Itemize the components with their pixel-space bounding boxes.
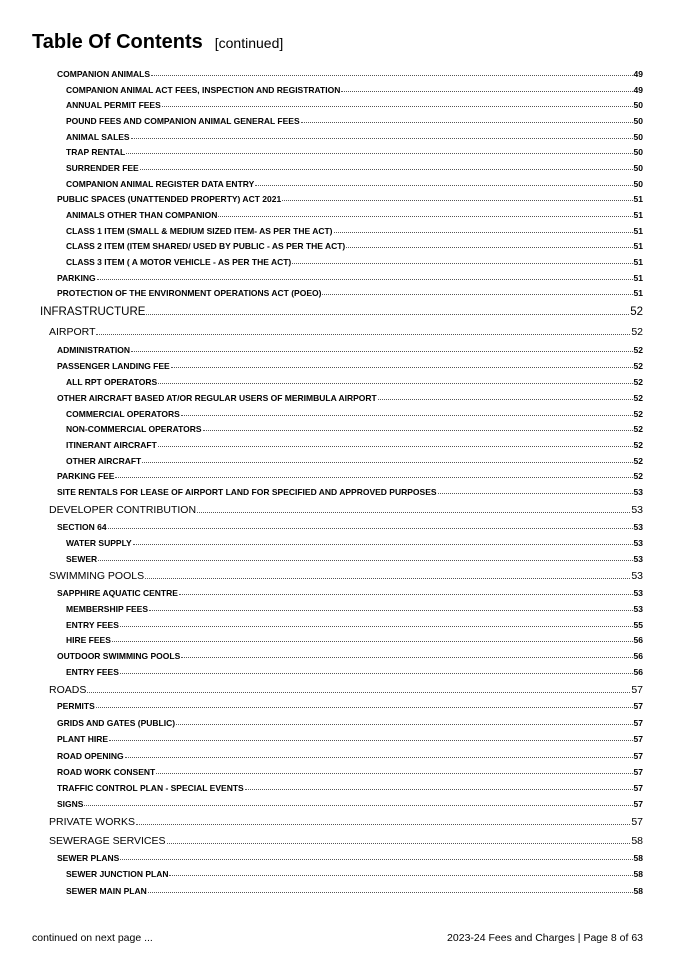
toc-entry-title: OTHER AIRCRAFT BASED AT/OR REGULAR USERS OF MERIMBULA AIRPORT [57,393,377,403]
toc-entry[interactable] [57,393,643,403]
toc-dot-leader [301,122,633,123]
toc-entry-title: TRAFFIC CONTROL PLAN - SPECIAL EVENTS [57,783,244,793]
toc-dot-leader [133,544,633,545]
toc-entry-title: OUTDOOR SWIMMING POOLS [57,651,181,661]
toc-entry-title: PROTECTION OF THE ENVIRONMENT OPERATIONS ACT (POEO) [57,288,322,298]
toc-dot-leader [96,334,630,335]
toc-entry-page: 52 [631,326,643,338]
toc-entry-page: 57 [633,783,643,793]
toc-dot-leader [197,512,630,513]
toc-entry-page: 58 [633,869,643,879]
toc-entry-title: PARKING [57,273,96,283]
toc-entry-title: SEWERAGE SERVICES [49,835,166,847]
toc-entry-page: 53 [633,522,643,532]
toc-entry-title: ADMINISTRATION [57,345,131,355]
toc-entry[interactable] [57,767,643,777]
toc-dot-leader [151,75,633,76]
toc-entry[interactable] [49,816,643,828]
toc-dot-leader [203,430,633,431]
toc-entry-page: 51 [633,273,643,283]
toc-entry-title: HIRE FEES [66,635,111,645]
toc-entry[interactable] [49,835,643,847]
toc-dot-leader [145,578,630,579]
toc-entry[interactable] [66,100,643,110]
toc-entry-page: 58 [633,853,643,863]
toc-entry[interactable] [57,471,643,481]
toc-entry-page: 51 [633,257,643,267]
toc-dot-leader [341,91,632,92]
toc-entry[interactable] [49,684,643,696]
toc-dot-leader [282,200,632,201]
toc-dot-leader [218,216,632,217]
toc-entry[interactable] [57,69,643,79]
toc-entry[interactable] [57,734,643,744]
toc-entry-page: 52 [633,377,643,387]
toc-dot-leader [346,247,632,248]
toc-entry[interactable] [57,345,643,355]
toc-entry-title: COMPANION ANIMALS [57,69,151,79]
toc-entry[interactable] [66,226,643,236]
toc-entry-page: 50 [633,132,643,142]
toc-entry-page: 57 [631,816,643,828]
toc-entry-title: CLASS 3 ITEM ( A MOTOR VEHICLE - AS PER THE ACT) [66,257,292,267]
toc-entry-page: 58 [631,835,643,847]
toc-dot-leader [140,169,633,170]
toc-entry-page: 57 [633,799,643,809]
toc-dot-leader [176,724,632,725]
toc-entry-page: 52 [633,440,643,450]
toc-entry-page: 51 [633,210,643,220]
toc-entry[interactable] [66,377,643,387]
toc-entry[interactable] [57,194,643,204]
toc-entry-title: INFRASTRUCTURE [40,306,146,318]
toc-dot-leader [131,351,633,352]
toc-dot-leader [162,106,633,107]
toc-entry-page: 50 [633,179,643,189]
toc-entry-title: CLASS 1 ITEM (SMALL & MEDIUM SIZED ITEM- AS PER THE ACT) [66,226,333,236]
toc-entry-page: 57 [631,684,643,696]
toc-entry[interactable] [57,522,643,532]
toc-dot-leader [149,610,633,611]
toc-entry[interactable] [66,132,643,142]
toc-entry-page: 53 [631,504,643,516]
toc-entry-page: 53 [633,554,643,564]
toc-entry-title: PLANT HIRE [57,734,108,744]
toc-dot-leader [169,875,632,876]
toc-entry-page: 52 [633,409,643,419]
toc-entry-page: 57 [633,767,643,777]
toc-entry-page: 51 [633,241,643,251]
toc-entry-title: PRIVATE WORKS [49,816,135,828]
toc-entry[interactable] [66,620,643,630]
toc-entry-title: ANIMALS OTHER THAN COMPANION [66,210,218,220]
page-header [32,31,283,54]
toc-entry-page: 52 [633,345,643,355]
toc-entry-page: 51 [633,226,643,236]
toc-entry-title: PUBLIC SPACES (UNATTENDED PROPERTY) ACT 2021 [57,194,282,204]
footer-page-info: 2023-24 Fees and Charges | Page 8 of 63 [447,932,643,944]
toc-entry[interactable] [40,306,643,318]
toc-dot-leader [126,153,632,154]
toc-entry-title: COMPANION ANIMAL REGISTER DATA ENTRY [66,179,255,189]
toc-entry-page: 57 [633,734,643,744]
toc-dot-leader [115,477,632,478]
toc-entry-page: 56 [633,667,643,677]
toc-dot-leader [181,657,632,658]
toc-entry-title: COMMERCIAL OPERATORS [66,409,180,419]
toc-dot-leader [438,493,633,494]
toc-entry-page: 52 [630,306,643,318]
toc-dot-leader [158,383,632,384]
toc-dot-leader [148,892,633,893]
toc-entry[interactable] [66,869,643,879]
toc-dot-leader [171,367,633,368]
toc-dot-leader [131,138,633,139]
toc-entry[interactable] [66,409,643,419]
toc-entry[interactable] [66,424,643,434]
toc-entry-page: 50 [633,163,643,173]
toc-entry-title: DEVELOPER CONTRIBUTION [49,504,197,516]
toc-entry[interactable] [66,635,643,645]
toc-entry[interactable] [66,257,643,267]
toc-entry-title: ANIMAL SALES [66,132,130,142]
toc-entry[interactable] [66,147,643,157]
toc-entry[interactable] [66,179,643,189]
toc-entry-page: 57 [633,701,643,711]
toc-entry-title: SEWER [66,554,98,564]
toc-dot-leader [120,859,632,860]
toc-dot-leader [158,446,633,447]
toc-entry-title: SURRENDER FEE [66,163,139,173]
toc-entry[interactable] [57,651,643,661]
toc-entry-title: SAPPHIRE AQUATIC CENTRE [57,588,178,598]
toc-entry-page: 53 [631,570,643,582]
toc-entry-title: ENTRY FEES [66,620,119,630]
toc-entry[interactable] [66,440,643,450]
toc-entry-title: CLASS 2 ITEM (ITEM SHARED/ USED BY PUBLIC - AS PER THE ACT) [66,241,346,251]
toc-dot-leader [142,462,632,463]
toc-dot-leader [108,528,633,529]
toc-entry-page: 53 [633,538,643,548]
toc-entry[interactable] [66,163,643,173]
toc-dot-leader [146,314,629,315]
footer-continued: continued on next page ... [32,932,153,944]
toc-entry-page: 50 [633,147,643,157]
toc-entry[interactable] [57,361,643,371]
toc-entry-page: 53 [633,588,643,598]
toc-dot-leader [109,740,633,741]
toc-entry-title: SEWER MAIN PLAN [66,886,147,896]
toc-entry-title: SIGNS [57,799,84,809]
toc-entry-title: ROAD WORK CONSENT [57,767,156,777]
toc-entry-title: PERMITS [57,701,95,711]
toc-entry-page: 57 [633,751,643,761]
toc-entry[interactable] [57,783,643,793]
toc-dot-leader [179,594,633,595]
toc-entry-title: PASSENGER LANDING FEE [57,361,170,371]
toc-dot-leader [96,707,633,708]
toc-entry[interactable] [57,273,643,283]
toc-entry-title: ALL RPT OPERATORS [66,377,158,387]
toc-entry[interactable] [57,701,643,711]
toc-dot-leader [112,641,633,642]
toc-entry-title: SECTION 64 [57,522,107,532]
toc-entry-title: ROADS [49,684,87,696]
toc-entry-title: PARKING FEE [57,471,115,481]
toc-entry[interactable] [66,116,643,126]
toc-entry-page: 58 [633,886,643,896]
toc-entry-title: SITE RENTALS FOR LEASE OF AIRPORT LAND FOR SPECIFIED AND APPROVED PURPOSES [57,487,437,497]
toc-entry[interactable] [66,210,643,220]
toc-entry-page: 49 [633,85,643,95]
toc-entry-title: ROAD OPENING [57,751,124,761]
toc-dot-leader [167,843,631,844]
toc-entry-page: 56 [633,635,643,645]
toc-dot-leader [120,673,633,674]
toc-dot-leader [181,415,633,416]
toc-dot-leader [322,294,632,295]
toc-dot-leader [97,279,633,280]
toc-dot-leader [156,773,632,774]
toc-dot-leader [255,185,632,186]
toc-entry-title: WATER SUPPLY [66,538,132,548]
toc-entry[interactable] [49,570,643,582]
toc-entry-title: TRAP RENTAL [66,147,126,157]
page-title: Table Of Contents [32,31,203,53]
toc-entry-page: 50 [633,100,643,110]
toc-entry-title: MEMBERSHIP FEES [66,604,149,614]
toc-entry[interactable] [66,886,643,896]
toc-entry-page: 50 [633,116,643,126]
toc-dot-leader [125,757,633,758]
toc-dot-leader [136,824,630,825]
toc-entry-title: SEWER JUNCTION PLAN [66,869,169,879]
toc-dot-leader [84,805,632,806]
toc-entry-page: 52 [633,361,643,371]
toc-entry[interactable] [49,326,643,338]
toc-entry[interactable] [57,853,643,863]
toc-entry-page: 52 [633,471,643,481]
page-subtitle: [continued] [214,35,284,51]
toc-dot-leader [334,232,633,233]
toc-entry[interactable] [66,241,643,251]
toc-entry[interactable] [49,504,643,516]
toc-entry[interactable] [57,487,643,497]
toc-entry-title: SEWER PLANS [57,853,120,863]
toc-entry-page: 55 [633,620,643,630]
toc-entry-page: 56 [633,651,643,661]
toc-entry[interactable] [66,538,643,548]
toc-entry-title: ITINERANT AIRCRAFT [66,440,157,450]
toc-entry[interactable] [57,718,643,728]
toc-entry-page: 49 [633,69,643,79]
toc-dot-leader [98,560,632,561]
toc-entry-title: POUND FEES AND COMPANION ANIMAL GENERAL FEES [66,116,300,126]
toc-entry[interactable] [57,288,643,298]
toc-dot-leader [87,692,630,693]
toc-entry[interactable] [66,85,643,95]
toc-entry[interactable] [57,588,643,598]
toc-entry[interactable] [66,456,643,466]
toc-entry-page: 57 [633,718,643,728]
toc-entry-page: 53 [633,604,643,614]
toc-entry-page: 52 [633,456,643,466]
toc-dot-leader [292,263,632,264]
toc-entry-title: COMPANION ANIMAL ACT FEES, INSPECTION AND REGISTRATION [66,85,341,95]
toc-dot-leader [120,626,633,627]
toc-entry[interactable] [57,751,643,761]
toc-entry-title: ANNUAL PERMIT FEES [66,100,161,110]
toc-entry-title: NON-COMMERCIAL OPERATORS [66,424,202,434]
toc-entry[interactable] [57,799,643,809]
toc-entry[interactable] [66,667,643,677]
toc-entry-title: GRIDS AND GATES (PUBLIC) [57,718,176,728]
toc-entry-page: 52 [633,393,643,403]
toc-entry-title: AIRPORT [49,326,96,338]
toc-entry-title: SWIMMING POOLS [49,570,145,582]
toc-entry-page: 51 [633,288,643,298]
toc-entry-page: 51 [633,194,643,204]
toc-entry[interactable] [66,554,643,564]
toc-entry-title: OTHER AIRCRAFT [66,456,142,466]
toc-entry-title: ENTRY FEES [66,667,119,677]
toc-dot-leader [378,399,633,400]
toc-dot-leader [245,789,633,790]
toc-entry-page: 52 [633,424,643,434]
toc-entry-page: 53 [633,487,643,497]
toc-entry[interactable] [66,604,643,614]
